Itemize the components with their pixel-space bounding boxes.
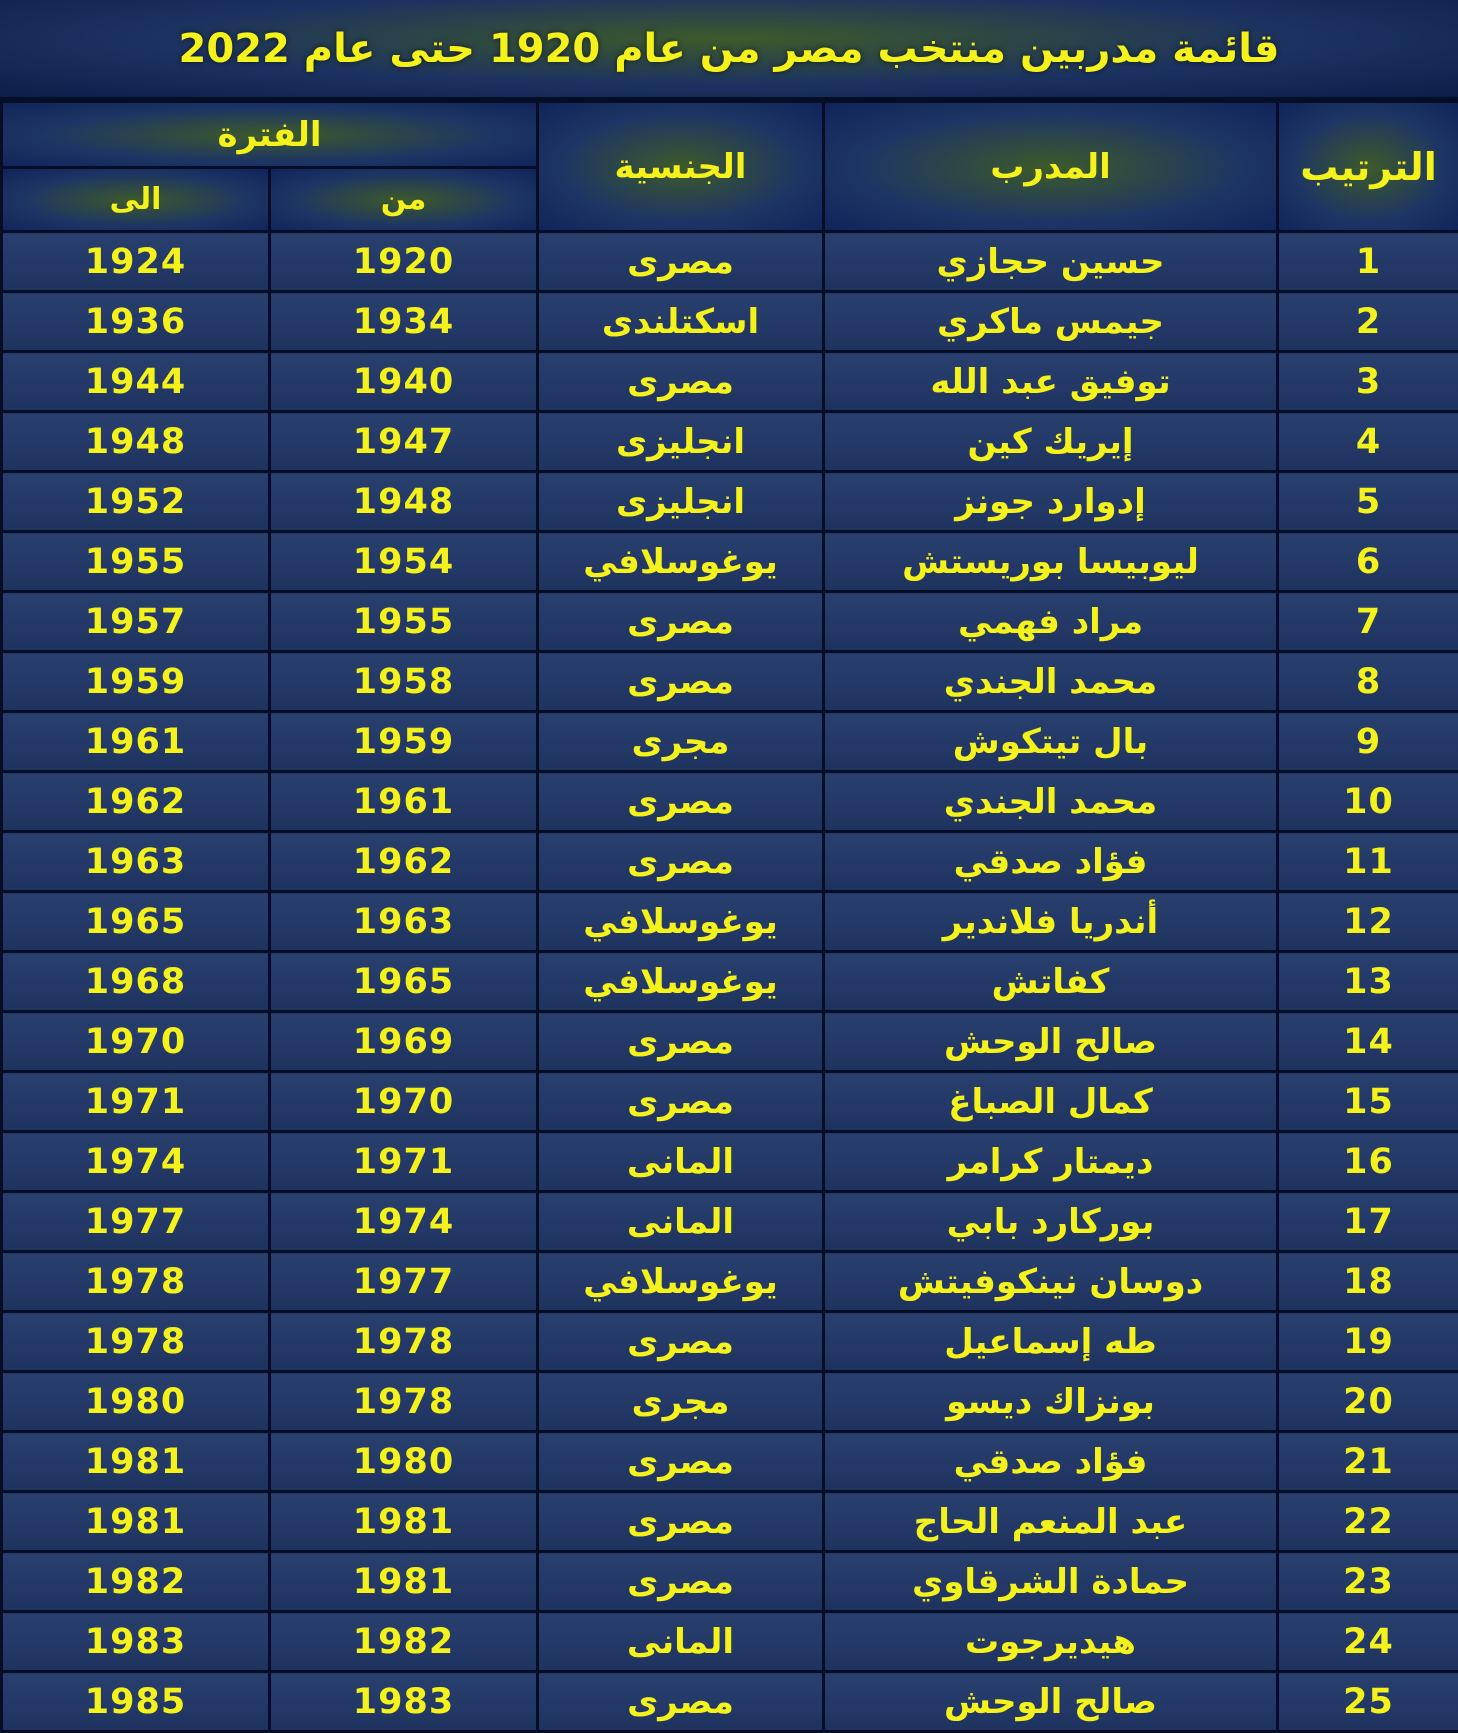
table-row bbox=[2, 1432, 1458, 1492]
table-row bbox=[2, 1672, 1458, 1732]
header-coach: المدرب bbox=[824, 102, 1278, 232]
table-row bbox=[2, 892, 1458, 952]
cell-to: 1957 bbox=[2, 592, 270, 652]
cell-coach: كمال الصباغ bbox=[824, 1072, 1278, 1132]
cell-from: 1971 bbox=[270, 1132, 538, 1192]
cell-to: 1924 bbox=[2, 232, 270, 292]
cell-to: 1959 bbox=[2, 652, 270, 712]
cell-coach: إيريك كين bbox=[824, 412, 1278, 472]
cell-nationality: مصرى bbox=[538, 1012, 824, 1072]
header-nationality: الجنسية bbox=[538, 102, 824, 232]
cell-rank: 15 bbox=[1278, 1072, 1458, 1132]
cell-rank: 13 bbox=[1278, 952, 1458, 1012]
cell-from: 1983 bbox=[270, 1672, 538, 1732]
cell-rank: 8 bbox=[1278, 652, 1458, 712]
cell-to: 1983 bbox=[2, 1612, 270, 1672]
cell-to: 1980 bbox=[2, 1372, 270, 1432]
cell-coach: هيديرجوت bbox=[824, 1612, 1278, 1672]
cell-from: 1974 bbox=[270, 1192, 538, 1252]
table-row bbox=[2, 472, 1458, 532]
cell-to: 1961 bbox=[2, 712, 270, 772]
table-row bbox=[2, 1252, 1458, 1312]
cell-to: 1985 bbox=[2, 1672, 270, 1732]
cell-from: 1980 bbox=[270, 1432, 538, 1492]
table-row bbox=[2, 712, 1458, 772]
cell-nationality: مصرى bbox=[538, 1672, 824, 1732]
cell-from: 1934 bbox=[270, 292, 538, 352]
table-row bbox=[2, 1372, 1458, 1432]
cell-nationality: مصرى bbox=[538, 1072, 824, 1132]
cell-nationality: المانى bbox=[538, 1192, 824, 1252]
cell-nationality: مصرى bbox=[538, 832, 824, 892]
cell-rank: 3 bbox=[1278, 352, 1458, 412]
cell-coach: كفاتش bbox=[824, 952, 1278, 1012]
cell-from: 1965 bbox=[270, 952, 538, 1012]
cell-from: 1948 bbox=[270, 472, 538, 532]
table-row bbox=[2, 1552, 1458, 1612]
cell-to: 1965 bbox=[2, 892, 270, 952]
cell-rank: 14 bbox=[1278, 1012, 1458, 1072]
cell-nationality: مصرى bbox=[538, 592, 824, 652]
cell-from: 1978 bbox=[270, 1372, 538, 1432]
table-row bbox=[2, 352, 1458, 412]
cell-from: 1962 bbox=[270, 832, 538, 892]
cell-from: 1970 bbox=[270, 1072, 538, 1132]
cell-to: 1963 bbox=[2, 832, 270, 892]
table-row bbox=[2, 232, 1458, 292]
cell-to: 1948 bbox=[2, 412, 270, 472]
cell-from: 1940 bbox=[270, 352, 538, 412]
table-row bbox=[2, 592, 1458, 652]
cell-to: 1978 bbox=[2, 1312, 270, 1372]
cell-to: 1968 bbox=[2, 952, 270, 1012]
cell-to: 1978 bbox=[2, 1252, 270, 1312]
cell-to: 1981 bbox=[2, 1492, 270, 1552]
cell-coach: ديمتار كرامر bbox=[824, 1132, 1278, 1192]
cell-from: 1977 bbox=[270, 1252, 538, 1312]
cell-coach: ليوبيسا بوريستش bbox=[824, 532, 1278, 592]
cell-to: 1944 bbox=[2, 352, 270, 412]
cell-coach: عبد المنعم الحاج bbox=[824, 1492, 1278, 1552]
table-header bbox=[2, 102, 1458, 232]
cell-rank: 24 bbox=[1278, 1612, 1458, 1672]
cell-from: 1958 bbox=[270, 652, 538, 712]
table-row bbox=[2, 1132, 1458, 1192]
cell-coach: بونزاك ديسو bbox=[824, 1372, 1278, 1432]
cell-to: 1955 bbox=[2, 532, 270, 592]
cell-coach: فؤاد صدقي bbox=[824, 832, 1278, 892]
cell-coach: جيمس ماكري bbox=[824, 292, 1278, 352]
cell-rank: 6 bbox=[1278, 532, 1458, 592]
cell-to: 1974 bbox=[2, 1132, 270, 1192]
cell-nationality: مصرى bbox=[538, 652, 824, 712]
header-rank: الترتيب bbox=[1278, 102, 1458, 232]
title-bar bbox=[0, 0, 1458, 100]
header-period: الفترة bbox=[2, 102, 538, 168]
cell-nationality: يوغوسلافي bbox=[538, 892, 824, 952]
cell-rank: 25 bbox=[1278, 1672, 1458, 1732]
cell-rank: 2 bbox=[1278, 292, 1458, 352]
cell-coach: محمد الجندي bbox=[824, 652, 1278, 712]
cell-from: 1969 bbox=[270, 1012, 538, 1072]
table-row bbox=[2, 832, 1458, 892]
cell-coach: مراد فهمي bbox=[824, 592, 1278, 652]
cell-rank: 23 bbox=[1278, 1552, 1458, 1612]
cell-nationality: مجرى bbox=[538, 712, 824, 772]
cell-coach: حمادة الشرقاوي bbox=[824, 1552, 1278, 1612]
table-row bbox=[2, 1492, 1458, 1552]
cell-from: 1961 bbox=[270, 772, 538, 832]
cell-rank: 4 bbox=[1278, 412, 1458, 472]
cell-nationality: مجرى bbox=[538, 1372, 824, 1432]
cell-rank: 21 bbox=[1278, 1432, 1458, 1492]
cell-rank: 22 bbox=[1278, 1492, 1458, 1552]
header-from: من bbox=[270, 168, 538, 232]
header-to: الى bbox=[2, 168, 270, 232]
cell-to: 1981 bbox=[2, 1432, 270, 1492]
coaches-table bbox=[0, 100, 1458, 1733]
table-row bbox=[2, 952, 1458, 1012]
cell-nationality: المانى bbox=[538, 1612, 824, 1672]
cell-to: 1970 bbox=[2, 1012, 270, 1072]
cell-nationality: مصرى bbox=[538, 1312, 824, 1372]
cell-rank: 20 bbox=[1278, 1372, 1458, 1432]
cell-rank: 9 bbox=[1278, 712, 1458, 772]
cell-to: 1962 bbox=[2, 772, 270, 832]
page-title: قائمة مدربين منتخب مصر من عام 1920 حتى عام 2022 bbox=[179, 26, 1280, 72]
cell-from: 1959 bbox=[270, 712, 538, 772]
cell-coach: أندريا فلاندير bbox=[824, 892, 1278, 952]
cell-coach: توفيق عبد الله bbox=[824, 352, 1278, 412]
cell-nationality: يوغوسلافي bbox=[538, 1252, 824, 1312]
table-row bbox=[2, 772, 1458, 832]
cell-from: 1947 bbox=[270, 412, 538, 472]
cell-coach: بوركارد بابي bbox=[824, 1192, 1278, 1252]
cell-nationality: مصرى bbox=[538, 1432, 824, 1492]
cell-from: 1955 bbox=[270, 592, 538, 652]
table-row bbox=[2, 1312, 1458, 1372]
cell-nationality: المانى bbox=[538, 1132, 824, 1192]
cell-nationality: مصرى bbox=[538, 1492, 824, 1552]
cell-to: 1952 bbox=[2, 472, 270, 532]
table-row bbox=[2, 412, 1458, 472]
cell-nationality: انجليزى bbox=[538, 472, 824, 532]
cell-rank: 18 bbox=[1278, 1252, 1458, 1312]
cell-nationality: انجليزى bbox=[538, 412, 824, 472]
table-row bbox=[2, 1012, 1458, 1072]
cell-coach: إدوارد جونز bbox=[824, 472, 1278, 532]
cell-to: 1977 bbox=[2, 1192, 270, 1252]
table-row bbox=[2, 1612, 1458, 1672]
cell-nationality: اسكتلندى bbox=[538, 292, 824, 352]
cell-to: 1982 bbox=[2, 1552, 270, 1612]
cell-from: 1981 bbox=[270, 1552, 538, 1612]
cell-rank: 17 bbox=[1278, 1192, 1458, 1252]
cell-rank: 12 bbox=[1278, 892, 1458, 952]
cell-to: 1971 bbox=[2, 1072, 270, 1132]
cell-rank: 7 bbox=[1278, 592, 1458, 652]
cell-from: 1981 bbox=[270, 1492, 538, 1552]
cell-from: 1954 bbox=[270, 532, 538, 592]
cell-rank: 1 bbox=[1278, 232, 1458, 292]
cell-from: 1982 bbox=[270, 1612, 538, 1672]
cell-rank: 19 bbox=[1278, 1312, 1458, 1372]
cell-coach: صالح الوحش bbox=[824, 1012, 1278, 1072]
table-row bbox=[2, 652, 1458, 712]
cell-rank: 16 bbox=[1278, 1132, 1458, 1192]
cell-coach: دوسان نينكوفيتش bbox=[824, 1252, 1278, 1312]
cell-rank: 11 bbox=[1278, 832, 1458, 892]
cell-coach: صالح الوحش bbox=[824, 1672, 1278, 1732]
cell-nationality: يوغوسلافي bbox=[538, 952, 824, 1012]
cell-coach: طه إسماعيل bbox=[824, 1312, 1278, 1372]
table-row bbox=[2, 1192, 1458, 1252]
cell-rank: 10 bbox=[1278, 772, 1458, 832]
cell-nationality: مصرى bbox=[538, 1552, 824, 1612]
cell-nationality: مصرى bbox=[538, 232, 824, 292]
cell-from: 1963 bbox=[270, 892, 538, 952]
cell-nationality: مصرى bbox=[538, 352, 824, 412]
cell-nationality: مصرى bbox=[538, 772, 824, 832]
cell-from: 1978 bbox=[270, 1312, 538, 1372]
cell-coach: محمد الجندي bbox=[824, 772, 1278, 832]
table-row bbox=[2, 532, 1458, 592]
cell-coach: فؤاد صدقي bbox=[824, 1432, 1278, 1492]
cell-to: 1936 bbox=[2, 292, 270, 352]
table-row bbox=[2, 292, 1458, 352]
table-body bbox=[2, 232, 1458, 1732]
cell-from: 1920 bbox=[270, 232, 538, 292]
table-row bbox=[2, 1072, 1458, 1132]
cell-coach: حسين حجازي bbox=[824, 232, 1278, 292]
cell-coach: بال تيتكوش bbox=[824, 712, 1278, 772]
cell-rank: 5 bbox=[1278, 472, 1458, 532]
cell-nationality: يوغوسلافي bbox=[538, 532, 824, 592]
